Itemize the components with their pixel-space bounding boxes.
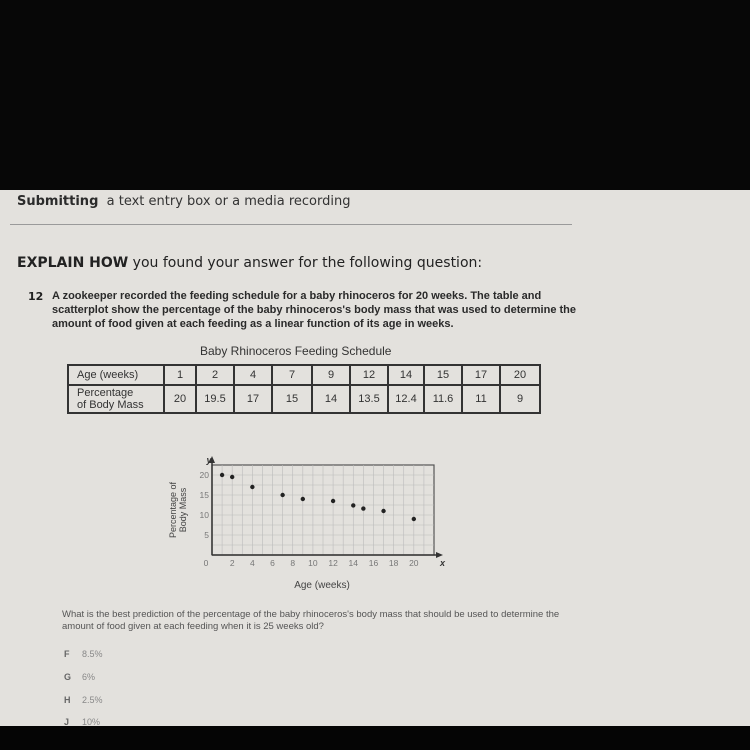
x-tick-label: 6 bbox=[270, 558, 275, 568]
table-cell: 2 bbox=[196, 365, 234, 385]
table-title: Baby Rhinoceros Feeding Schedule bbox=[200, 344, 392, 358]
table-cell: 20 bbox=[500, 365, 540, 385]
monitor-bezel-top bbox=[0, 0, 750, 190]
table-cell: 11 bbox=[462, 385, 500, 413]
table-cell: 20 bbox=[164, 385, 196, 413]
table-cell: 14 bbox=[312, 385, 350, 413]
data-point bbox=[280, 493, 284, 497]
x-tick-label: 18 bbox=[388, 558, 399, 568]
question-prompt: What is the best prediction of the percentage of the baby rhinoceros's body mass that should be used to determine the amount of food given at each feeding when it is 25 weeks old? bbox=[62, 609, 560, 632]
question-number: 12 bbox=[28, 290, 44, 303]
table-cell: 7 bbox=[272, 365, 312, 385]
x-tick-label: 12 bbox=[328, 558, 338, 568]
x-tick-label: 8 bbox=[290, 558, 296, 568]
table-cell: 13.5 bbox=[350, 385, 388, 413]
data-point bbox=[361, 506, 365, 510]
table-cell: 19.5 bbox=[196, 385, 234, 413]
table-cell: 9 bbox=[312, 365, 350, 385]
table-cell: 17 bbox=[462, 365, 500, 385]
x-axis-letter: x bbox=[440, 558, 446, 568]
y-axis-label-line1: Percentage of bbox=[168, 481, 178, 539]
instructions-text: you found your answer for the following question: bbox=[128, 255, 483, 271]
data-point bbox=[351, 503, 355, 507]
y-tick-label: 20 bbox=[199, 470, 209, 480]
submitting-label: Submitting bbox=[17, 194, 99, 209]
x-tick-label: 0 bbox=[203, 558, 209, 568]
x-tick-label: 2 bbox=[229, 558, 235, 568]
table-cell: 15 bbox=[424, 365, 462, 385]
y-axis-label-line2: Body Mass bbox=[178, 487, 188, 533]
y-tick-label: 10 bbox=[199, 510, 209, 520]
x-axis-label: Age (weeks) bbox=[294, 580, 350, 591]
plot-grid bbox=[212, 465, 434, 555]
table-cell: 1 bbox=[164, 365, 196, 385]
data-point bbox=[220, 473, 224, 477]
data-point bbox=[381, 509, 385, 513]
assignment-page bbox=[0, 190, 750, 726]
data-point bbox=[412, 517, 416, 521]
submitting-text: a text entry box or a media recording bbox=[106, 194, 351, 209]
table-cell: 11.6 bbox=[424, 385, 462, 413]
table-cell: 12.4 bbox=[388, 385, 424, 413]
answer-choice-g[interactable]: G 6% bbox=[64, 672, 96, 682]
monitor-bezel-bottom bbox=[0, 726, 750, 750]
table-cell: 15 bbox=[272, 385, 312, 413]
answer-choice-j[interactable]: J 10% bbox=[64, 717, 101, 726]
plot-axes bbox=[209, 456, 443, 558]
scatterplot bbox=[0, 190, 750, 610]
table-cell: 14 bbox=[388, 365, 424, 385]
x-tick-label: 16 bbox=[368, 558, 379, 568]
plot-points bbox=[220, 473, 416, 521]
data-point bbox=[250, 485, 254, 489]
x-tick-label: 14 bbox=[348, 558, 359, 568]
y-tick-label: 15 bbox=[199, 490, 209, 500]
answer-choice-h[interactable]: H 2.5% bbox=[64, 695, 103, 705]
table-cell: 9 bbox=[500, 385, 540, 413]
x-tick-label: 10 bbox=[308, 558, 318, 568]
answer-choice-f[interactable]: F 8.5% bbox=[64, 649, 103, 659]
instructions-bold: EXPLAIN HOW bbox=[17, 255, 129, 271]
x-tick-label: 4 bbox=[249, 558, 255, 568]
x-tick-label: 20 bbox=[409, 558, 419, 568]
question-text: A zookeeper recorded the feeding schedule for a baby rhinoceros for 20 weeks. The table and scatterplot show the percentage of the baby rhinoceros's body mass that was used to determine the amount of food given at each feeding as a linear function of its age in weeks. bbox=[52, 290, 577, 330]
data-point bbox=[301, 497, 305, 501]
y-axis-letter: y bbox=[206, 455, 212, 465]
y-tick-label: 5 bbox=[204, 530, 209, 540]
table-cell: 17 bbox=[234, 385, 272, 413]
row-header-age: Age (weeks) bbox=[68, 365, 164, 385]
row-header-percentage: Percentage of Body Mass bbox=[68, 385, 164, 413]
y-axis-label bbox=[168, 481, 188, 538]
table-cell: 4 bbox=[234, 365, 272, 385]
data-point bbox=[331, 499, 335, 503]
data-point bbox=[230, 475, 234, 479]
table-cell: 12 bbox=[350, 365, 388, 385]
